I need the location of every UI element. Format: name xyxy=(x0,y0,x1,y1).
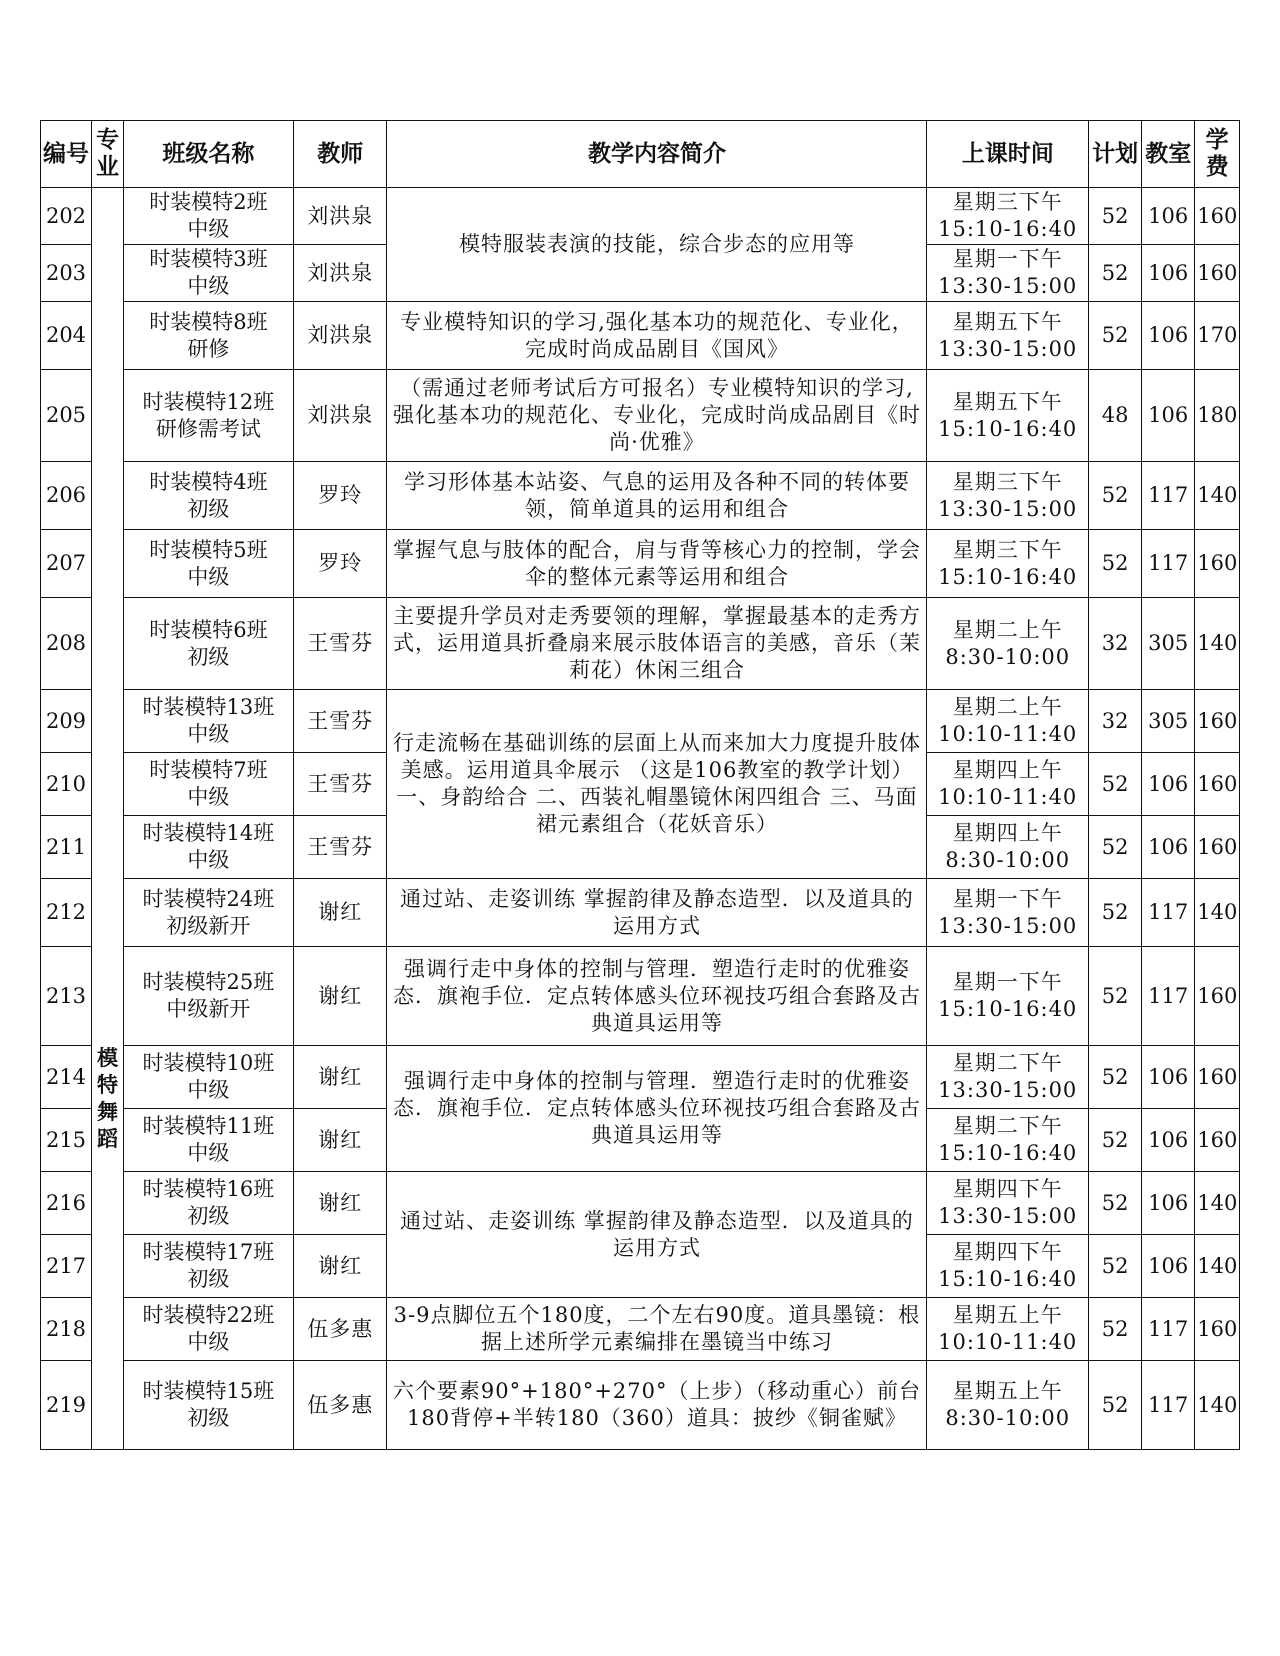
class-name-cell xyxy=(123,1046,293,1109)
content-description: （需通过老师考试后方可报名）专业模特知识的学习,强化基本功的规范化、专业化，完成时尚成品剧目《时尚·优雅》 xyxy=(387,370,927,462)
class-id: 212 xyxy=(41,879,92,947)
class-id: 202 xyxy=(41,188,92,245)
room-number: 117 xyxy=(1142,1361,1195,1450)
schedule-day: 星期三下午 xyxy=(952,190,1063,214)
teacher: 谢红 xyxy=(293,1172,387,1235)
room-number: 117 xyxy=(1142,462,1195,530)
schedule-day: 星期二下午 xyxy=(952,1051,1063,1075)
room-number: 106 xyxy=(1142,1109,1195,1172)
schedule-hours: 15:10-16:40 xyxy=(938,997,1078,1021)
schedule-day: 星期四下午 xyxy=(952,1240,1063,1264)
class-name: 时装模特5班 xyxy=(149,537,268,562)
class-id: 215 xyxy=(41,1109,92,1172)
class-name: 时装模特25班 xyxy=(142,970,275,994)
class-id: 219 xyxy=(41,1361,92,1450)
plan-count: 32 xyxy=(1089,598,1142,690)
schedule-time-cell xyxy=(927,1298,1089,1361)
schedule-day: 星期四上午 xyxy=(952,821,1063,845)
class-level: 中级 xyxy=(187,785,230,809)
schedule-day: 星期四上午 xyxy=(952,758,1063,782)
tuition-fee: 170 xyxy=(1195,302,1240,370)
room-number: 106 xyxy=(1142,188,1195,245)
schedule-day: 星期一下午 xyxy=(952,886,1063,911)
class-level: 中级 xyxy=(187,274,230,298)
schedule-hours: 15:10-16:40 xyxy=(938,217,1078,241)
class-id: 216 xyxy=(41,1172,92,1235)
schedule-day: 星期五上午 xyxy=(952,1379,1063,1403)
class-name-cell xyxy=(123,690,293,753)
teacher: 伍多惠 xyxy=(293,1298,387,1361)
schedule-day: 星期一下午 xyxy=(952,970,1063,994)
table-row xyxy=(41,1361,1240,1450)
tuition-fee: 140 xyxy=(1195,598,1240,690)
schedule-body xyxy=(41,188,1240,1450)
schedule-hours: 13:30-15:00 xyxy=(938,913,1078,938)
schedule-hours: 13:30-15:00 xyxy=(938,496,1078,521)
tuition-fee: 140 xyxy=(1195,1235,1240,1298)
schedule-day: 星期一下午 xyxy=(952,247,1063,271)
header-teacher: 教师 xyxy=(293,121,387,188)
room-number: 106 xyxy=(1142,1235,1195,1298)
class-name-cell xyxy=(123,462,293,530)
class-level: 中级 xyxy=(187,217,230,241)
schedule-time-cell xyxy=(927,1172,1089,1235)
schedule-day: 星期二下午 xyxy=(952,1114,1063,1138)
content-description: 强调行走中身体的控制与管理．塑造行走时的优雅姿态．旗袍手位．定点转体感头位环视技巧组合套路及古典道具运用等 xyxy=(387,1046,927,1172)
tuition-fee: 140 xyxy=(1195,1172,1240,1235)
plan-count: 52 xyxy=(1089,1109,1142,1172)
class-name-cell xyxy=(123,1298,293,1361)
class-name: 时装模特2班 xyxy=(149,190,268,214)
room-number: 117 xyxy=(1142,879,1195,947)
tuition-fee: 160 xyxy=(1195,245,1240,302)
class-id: 210 xyxy=(41,753,92,816)
schedule-time-cell xyxy=(927,245,1089,302)
schedule-day: 星期三下午 xyxy=(952,469,1063,494)
room-number: 106 xyxy=(1142,1046,1195,1109)
header-content: 教学内容简介 xyxy=(387,121,927,188)
teacher: 刘洪泉 xyxy=(293,302,387,370)
plan-count: 52 xyxy=(1089,816,1142,879)
schedule-time-cell xyxy=(927,753,1089,816)
class-name-cell xyxy=(123,879,293,947)
class-id: 207 xyxy=(41,530,92,598)
tuition-fee: 160 xyxy=(1195,947,1240,1046)
class-level: 初级新开 xyxy=(166,913,251,938)
schedule-time-cell xyxy=(927,947,1089,1046)
class-id: 214 xyxy=(41,1046,92,1109)
class-name-cell xyxy=(123,947,293,1046)
class-id: 208 xyxy=(41,598,92,690)
class-level: 中级 xyxy=(187,1141,230,1165)
header-time: 上课时间 xyxy=(927,121,1089,188)
class-level: 初级 xyxy=(187,496,230,521)
content-description: 专业模特知识的学习,强化基本功的规范化、专业化，完成时尚成品剧目《国风》 xyxy=(387,302,927,370)
tuition-fee: 160 xyxy=(1195,530,1240,598)
class-id: 217 xyxy=(41,1235,92,1298)
schedule-hours: 13:30-15:00 xyxy=(938,1078,1078,1102)
table-row xyxy=(41,188,1240,245)
schedule-time-cell xyxy=(927,1046,1089,1109)
schedule-hours: 8:30-10:00 xyxy=(945,848,1071,872)
class-name-cell xyxy=(123,816,293,879)
schedule-hours: 15:10-16:40 xyxy=(938,564,1078,589)
tuition-fee: 160 xyxy=(1195,690,1240,753)
teacher: 王雪芬 xyxy=(293,598,387,690)
class-name: 时装模特11班 xyxy=(142,1114,275,1138)
schedule-hours: 10:10-11:40 xyxy=(938,785,1078,809)
class-level: 初级 xyxy=(187,1267,230,1291)
schedule-day: 星期五下午 xyxy=(952,309,1063,334)
class-name-cell xyxy=(123,1172,293,1235)
class-id: 213 xyxy=(41,947,92,1046)
major-cell xyxy=(92,188,124,1450)
schedule-hours: 13:30-15:00 xyxy=(938,1204,1078,1228)
room-number: 305 xyxy=(1142,598,1195,690)
plan-count: 52 xyxy=(1089,302,1142,370)
tuition-fee: 140 xyxy=(1195,462,1240,530)
tuition-fee: 160 xyxy=(1195,1109,1240,1172)
content-description: 通过站、走姿训练 掌握韵律及静态造型．以及道具的运用方式 xyxy=(387,879,927,947)
schedule-time-cell xyxy=(927,1361,1089,1450)
class-level: 初级 xyxy=(187,1204,230,1228)
teacher: 刘洪泉 xyxy=(293,188,387,245)
class-name: 时装模特4班 xyxy=(149,469,268,494)
tuition-fee: 180 xyxy=(1195,370,1240,462)
schedule-time-cell xyxy=(927,816,1089,879)
plan-count: 52 xyxy=(1089,753,1142,816)
class-level: 研修需考试 xyxy=(155,416,261,441)
teacher: 王雪芬 xyxy=(293,816,387,879)
content-description: 行走流畅在基础训练的层面上从而来加大力度提升肢体美感。运用道具伞展示 （这是106教室的教学计划） 一、身韵给合 二、西装礼帽墨镜休闲四组合 三、马面裙元素组合（花妖音乐） xyxy=(387,690,927,879)
content-description: 主要提升学员对走秀要领的理解，掌握最基本的走秀方式，运用道具折叠扇来展示肢体语言的美感，音乐（茉莉花）休闲三组合 xyxy=(387,598,927,690)
class-name-cell xyxy=(123,753,293,816)
tuition-fee: 140 xyxy=(1195,1361,1240,1450)
plan-count: 52 xyxy=(1089,1361,1142,1450)
plan-count: 52 xyxy=(1089,1298,1142,1361)
table-row xyxy=(41,370,1240,462)
room-number: 117 xyxy=(1142,947,1195,1046)
table-row xyxy=(41,947,1240,1046)
schedule-time-cell xyxy=(927,302,1089,370)
table-row xyxy=(41,1172,1240,1235)
schedule-day: 星期五下午 xyxy=(952,389,1063,414)
teacher: 刘洪泉 xyxy=(293,370,387,462)
schedule-hours: 15:10-16:40 xyxy=(938,416,1078,441)
class-level: 初级 xyxy=(187,1406,230,1430)
schedule-hours: 15:10-16:40 xyxy=(938,1267,1078,1291)
schedule-hours: 8:30-10:00 xyxy=(945,1406,1071,1430)
schedule-hours: 13:30-15:00 xyxy=(938,336,1078,361)
teacher: 王雪芬 xyxy=(293,690,387,753)
class-name: 时装模特3班 xyxy=(149,247,268,271)
plan-count: 52 xyxy=(1089,188,1142,245)
schedule-day: 星期三下午 xyxy=(952,537,1063,562)
schedule-hours: 8:30-10:00 xyxy=(945,644,1071,669)
room-number: 305 xyxy=(1142,690,1195,753)
class-name-cell xyxy=(123,598,293,690)
class-name: 时装模特6班 xyxy=(149,617,268,642)
schedule-day: 星期二上午 xyxy=(952,617,1063,642)
schedule-hours: 13:30-15:00 xyxy=(938,274,1078,298)
class-id: 205 xyxy=(41,370,92,462)
tuition-fee: 160 xyxy=(1195,753,1240,816)
teacher: 谢红 xyxy=(293,1109,387,1172)
class-level: 中级 xyxy=(187,1330,230,1354)
schedule-time-cell xyxy=(927,1235,1089,1298)
plan-count: 48 xyxy=(1089,370,1142,462)
room-number: 117 xyxy=(1142,1298,1195,1361)
table-row xyxy=(41,462,1240,530)
header-fee: 学费 xyxy=(1195,121,1240,188)
class-id: 211 xyxy=(41,816,92,879)
schedule-day: 星期五上午 xyxy=(952,1303,1063,1327)
teacher: 谢红 xyxy=(293,1235,387,1298)
table-row xyxy=(41,302,1240,370)
class-name-cell xyxy=(123,1235,293,1298)
class-id: 209 xyxy=(41,690,92,753)
header-plan: 计划 xyxy=(1089,121,1142,188)
room-number: 106 xyxy=(1142,816,1195,879)
class-id: 204 xyxy=(41,302,92,370)
class-level: 中级 xyxy=(187,564,230,589)
plan-count: 52 xyxy=(1089,1046,1142,1109)
table-row xyxy=(41,598,1240,690)
class-name-cell xyxy=(123,1361,293,1450)
room-number: 106 xyxy=(1142,245,1195,302)
teacher: 谢红 xyxy=(293,947,387,1046)
tuition-fee: 160 xyxy=(1195,1298,1240,1361)
tuition-fee: 160 xyxy=(1195,1046,1240,1109)
schedule-time-cell xyxy=(927,188,1089,245)
content-description: 掌握气息与肢体的配合，肩与背等核心力的控制，学会伞的整体元素等运用和组合 xyxy=(387,530,927,598)
room-number: 106 xyxy=(1142,1172,1195,1235)
table-row xyxy=(41,530,1240,598)
class-name: 时装模特14班 xyxy=(142,821,275,845)
class-name-cell xyxy=(123,530,293,598)
class-level: 初级 xyxy=(187,644,230,669)
tuition-fee: 140 xyxy=(1195,879,1240,947)
class-level: 中级 xyxy=(187,1078,230,1102)
tuition-fee: 160 xyxy=(1195,188,1240,245)
content-description: 通过站、走姿训练 掌握韵律及静态造型．以及道具的运用方式 xyxy=(387,1172,927,1298)
content-description: 学习形体基本站姿、气息的运用及各种不同的转体要领，简单道具的运用和组合 xyxy=(387,462,927,530)
class-name-cell xyxy=(123,245,293,302)
plan-count: 52 xyxy=(1089,1235,1142,1298)
class-name: 时装模特24班 xyxy=(142,886,275,911)
schedule-time-cell xyxy=(927,598,1089,690)
teacher: 王雪芬 xyxy=(293,753,387,816)
header-room: 教室 xyxy=(1142,121,1195,188)
class-name: 时装模特16班 xyxy=(142,1177,275,1201)
plan-count: 52 xyxy=(1089,530,1142,598)
class-id: 203 xyxy=(41,245,92,302)
schedule-time-cell xyxy=(927,1109,1089,1172)
class-level: 中级 xyxy=(187,848,230,872)
class-level: 研修 xyxy=(187,336,230,361)
class-name: 时装模特12班 xyxy=(142,389,275,414)
schedule-day: 星期二上午 xyxy=(952,695,1063,719)
schedule-time-cell xyxy=(927,370,1089,462)
schedule-hours: 15:10-16:40 xyxy=(938,1141,1078,1165)
class-name-cell xyxy=(123,302,293,370)
content-description: 六个要素90°+180°+270°（上步）（移动重心）前台180背停+半转180（360）道具：披纱《铜雀赋》 xyxy=(387,1361,927,1450)
teacher: 伍多惠 xyxy=(293,1361,387,1450)
table-row xyxy=(41,879,1240,947)
schedule-time-cell xyxy=(927,690,1089,753)
schedule-table xyxy=(40,120,1240,1450)
plan-count: 52 xyxy=(1089,947,1142,1046)
header-major: 专业 xyxy=(92,121,124,188)
room-number: 106 xyxy=(1142,753,1195,816)
header-id: 编号 xyxy=(41,121,92,188)
schedule-time-cell xyxy=(927,462,1089,530)
teacher: 刘洪泉 xyxy=(293,245,387,302)
plan-count: 52 xyxy=(1089,879,1142,947)
plan-count: 52 xyxy=(1089,245,1142,302)
teacher: 罗玲 xyxy=(293,462,387,530)
class-name: 时装模特15班 xyxy=(142,1379,275,1403)
class-level: 中级新开 xyxy=(166,997,251,1021)
class-name: 时装模特13班 xyxy=(142,695,275,719)
room-number: 106 xyxy=(1142,370,1195,462)
class-name-cell xyxy=(123,1109,293,1172)
schedule-time-cell xyxy=(927,530,1089,598)
teacher: 谢红 xyxy=(293,879,387,947)
teacher: 谢红 xyxy=(293,1046,387,1109)
class-name: 时装模特8班 xyxy=(149,309,268,334)
header-class-name: 班级名称 xyxy=(123,121,293,188)
table-row xyxy=(41,690,1240,753)
content-description: 3-9点脚位五个180度，二个左右90度。道具墨镜：根据上述所学元素编排在墨镜当中练习 xyxy=(387,1298,927,1361)
class-name-cell xyxy=(123,370,293,462)
class-id: 206 xyxy=(41,462,92,530)
header-row xyxy=(41,121,1240,188)
class-name: 时装模特17班 xyxy=(142,1240,275,1264)
content-description: 模特服装表演的技能，综合步态的应用等 xyxy=(387,188,927,302)
plan-count: 52 xyxy=(1089,1172,1142,1235)
schedule-day: 星期四下午 xyxy=(952,1177,1063,1201)
teacher: 罗玲 xyxy=(293,530,387,598)
content-description: 强调行走中身体的控制与管理．塑造行走时的优雅姿态．旗袍手位．定点转体感头位环视技巧组合套路及古典道具运用等 xyxy=(387,947,927,1046)
class-id: 218 xyxy=(41,1298,92,1361)
class-name-cell xyxy=(123,188,293,245)
schedule-hours: 10:10-11:40 xyxy=(938,1330,1078,1354)
table-row xyxy=(41,1298,1240,1361)
table-row xyxy=(41,1046,1240,1109)
schedule-hours: 10:10-11:40 xyxy=(938,722,1078,746)
class-name: 时装模特10班 xyxy=(142,1051,275,1075)
plan-count: 32 xyxy=(1089,690,1142,753)
tuition-fee: 160 xyxy=(1195,816,1240,879)
class-level: 中级 xyxy=(187,722,230,746)
major-label: 模特舞蹈 xyxy=(96,1045,118,1151)
plan-count: 52 xyxy=(1089,462,1142,530)
room-number: 117 xyxy=(1142,530,1195,598)
schedule-time-cell xyxy=(927,879,1089,947)
room-number: 106 xyxy=(1142,302,1195,370)
class-name: 时装模特7班 xyxy=(149,758,268,782)
class-name: 时装模特22班 xyxy=(142,1303,275,1327)
